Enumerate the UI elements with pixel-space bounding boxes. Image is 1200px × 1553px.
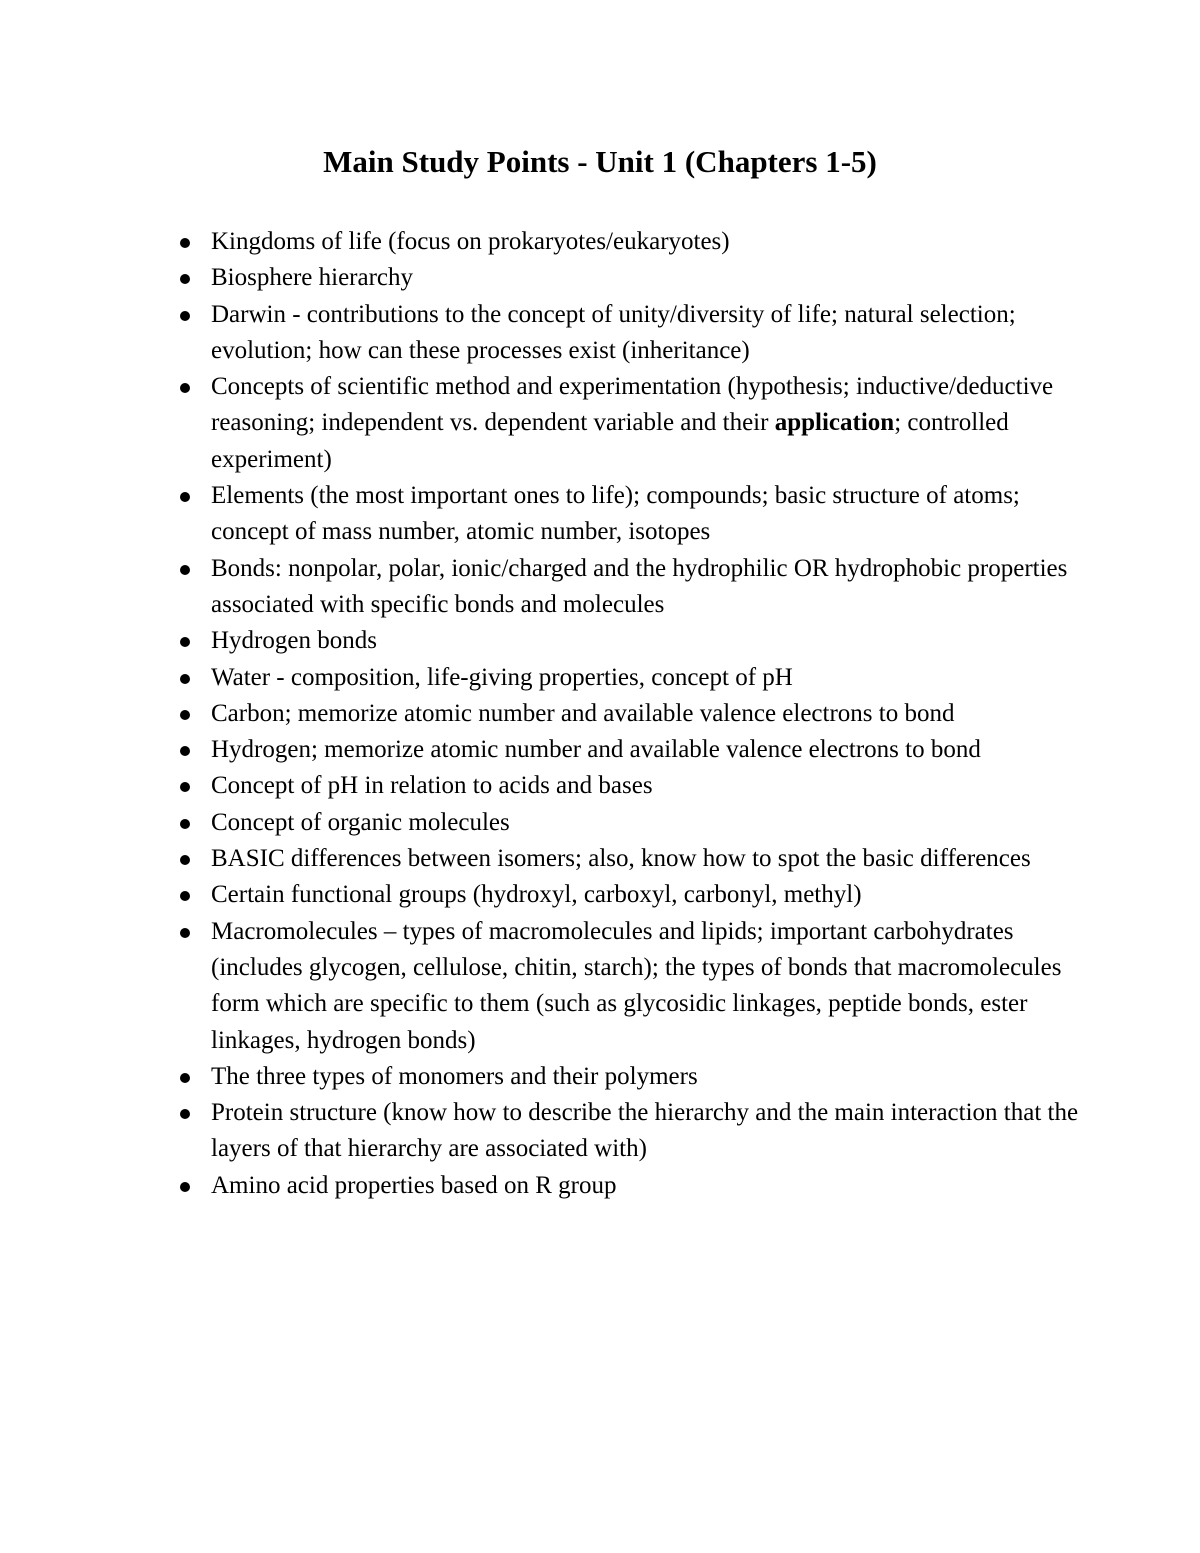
bullet-icon (180, 311, 190, 321)
bullet-icon (180, 674, 190, 684)
list-item-text: Hydrogen bonds (211, 627, 377, 655)
list-item (0, 696, 1100, 732)
list-item (0, 224, 1100, 260)
list-item (0, 1095, 1100, 1168)
list-item-text: Certain functional groups (hydroxyl, carboxyl, carbonyl, methyl) (211, 881, 862, 909)
bullet-icon (180, 855, 190, 865)
list-item-text: Carbon; memorize atomic number and available valence electrons to bond (211, 699, 955, 727)
list-item-text: Hydrogen; memorize atomic number and available valence electrons to bond (211, 736, 981, 764)
list-item (0, 914, 1100, 1059)
list-item (0, 732, 1100, 768)
list-item-text: Bonds: nonpolar, polar, ionic/charged and the hydrophilic OR hydrophobic properties associated with specific bonds and molecules (211, 554, 1068, 618)
bullet-icon (180, 710, 190, 720)
list-item-text: Concept of pH in relation to acids and bases (211, 772, 653, 800)
study-points-list (0, 224, 1100, 1204)
list-item-text-end: ; controlled experiment) (211, 409, 1009, 473)
list-item-text: Concept of organic molecules (211, 808, 510, 836)
list-item (0, 1168, 1100, 1204)
list-item-text: The three types of monomers and their polymers (211, 1062, 698, 1090)
list-item-text: Macromolecules – types of macromolecules and lipids; important carbohydrates (includes glycogen, cellulose, chitin, starch); the types of bonds that macromolecules form which are specific to them (such as glycosidic linkages, peptide bonds, ester linkages, hydrogen bonds) (211, 917, 1062, 1054)
bullet-icon (180, 1073, 190, 1083)
bullet-icon (180, 782, 190, 792)
list-item-text: BASIC differences between isomers; also, know how to spot the basic differences (211, 845, 1031, 873)
list-item (0, 478, 1100, 551)
list-item (0, 1059, 1100, 1095)
bullet-icon (180, 1182, 190, 1192)
bullet-icon (180, 746, 190, 756)
list-item-text: Darwin - contributions to the concept of unity/diversity of life; natural selection; evolution; how can these processes exist (inheritance) (211, 300, 1016, 364)
emphasized-word: application (774, 409, 895, 437)
bullet-icon (180, 637, 190, 647)
list-item-text-start: Concepts of scientific method and experimentation (hypothesis; inductive/deductive reasoning; independent vs. dependent variable and their (211, 373, 1054, 437)
bullet-icon (180, 1109, 190, 1119)
list-item-text: Water - composition, life-giving properties, concept of pH (211, 663, 793, 691)
bullet-icon (180, 383, 190, 393)
bullet-icon (180, 274, 190, 284)
list-item (0, 369, 1100, 478)
page-title: Main Study Points - Unit 1 (Chapters 1-5) (323, 144, 877, 179)
list-item (0, 297, 1100, 370)
list-item-text: Elements (the most important ones to life); compounds; basic structure of atoms; concept of mass number, atomic number, isotopes (211, 482, 1020, 546)
bullet-icon (180, 565, 190, 575)
list-item (0, 841, 1100, 877)
list-item-text: Kingdoms of life (focus on prokaryotes/eukaryotes) (211, 228, 730, 255)
list-item (0, 260, 1100, 296)
list-item (0, 623, 1100, 659)
bullet-icon (180, 492, 190, 502)
bullet-icon (180, 238, 190, 248)
list-item-text: Amino acid properties based on R group (211, 1171, 617, 1199)
bullet-icon (180, 928, 190, 938)
list-item (0, 551, 1100, 624)
bullet-icon (180, 819, 190, 829)
list-item (0, 877, 1100, 913)
bullet-icon (180, 891, 190, 901)
list-item-text: Protein structure (know how to describe the hierarchy and the main interaction that the layers of that hierarchy are associated with) (211, 1099, 1079, 1163)
list-item (0, 805, 1100, 841)
list-item (0, 768, 1100, 804)
list-item-text: Biosphere hierarchy (211, 264, 414, 292)
list-item (0, 660, 1100, 696)
